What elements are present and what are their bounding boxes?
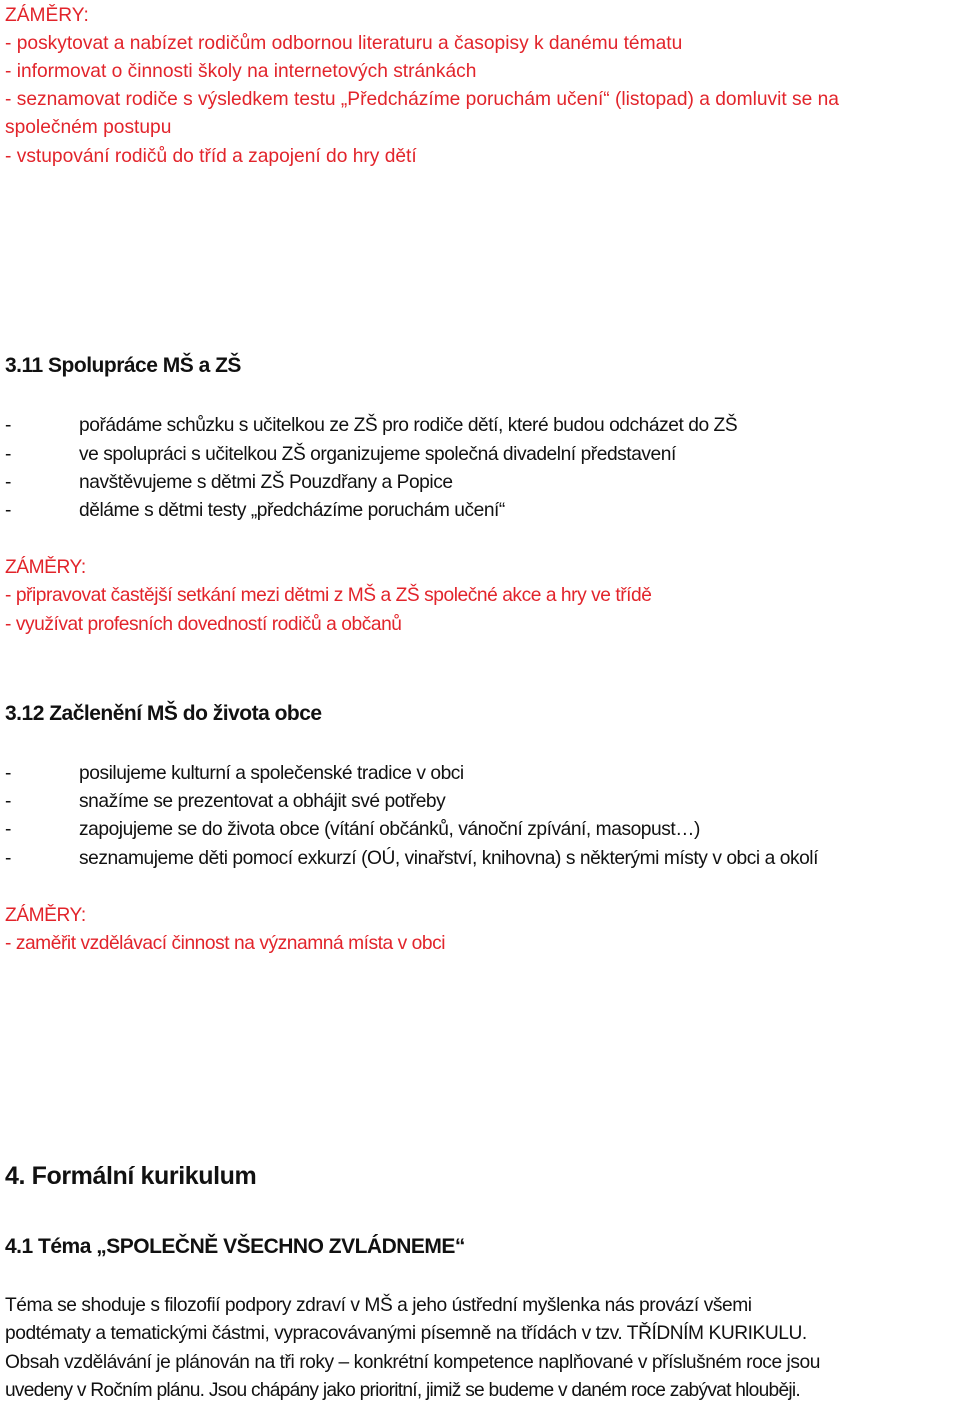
list-item-text: děláme s dětmi testy „předcházíme poruchám učení“ [79,500,505,521]
zamery-line-1: - poskytovat a nabízet rodičům odbornou literaturu a časopisy k danému tématu [5,33,683,54]
zamery-line-8: - zaměřit vzdělávací činnost na významná místa v obci [5,933,446,954]
zamery-line-7: - využívat profesních dovedností rodičů a občanů [5,614,402,635]
list-item-text: seznamujeme děti pomocí exkurzí (OÚ, vinařství, knihovna) s některými místy v obci a okolí [79,848,819,869]
paragraph-line-1: Téma se shoduje s filozofií podpory zdraví v MŠ a jeho ústřední myšlenka nás provází všemi [5,1295,752,1316]
list-item-text: pořádáme schůzku s učitelkou ze ZŠ pro rodiče dětí, které budou odcházet do ZŠ [79,415,738,436]
section-3-11-title: 3.11 Spolupráce MŠ a ZŠ [5,354,241,377]
list-item-text: zapojujeme se do života obce (vítání občánků, vánoční zpívání, masopust…) [79,819,700,840]
zamery-line-2: - informovat o činnosti školy na internetových stránkách [5,61,477,82]
list-item-text: snažíme se prezentovat a obhájit své potřeby [79,791,446,812]
zamery-heading-2: ZÁMĚRY: [5,557,86,578]
zamery-heading-3: ZÁMĚRY: [5,905,86,926]
list-item-text: posilujeme kulturní a společenské tradice v obci [79,763,464,784]
section-4-title: 4. Formální kurikulum [5,1162,257,1190]
paragraph-line-4: uvedeny v Ročním plánu. Jsou chápány jako prioritní, jimiž se budeme v daném roce zabývat hlouběji. [5,1380,800,1401]
zamery-line-5: - vstupování rodičů do tříd a zapojení do hry dětí [5,146,417,167]
zamery-heading-1: ZÁMĚRY: [5,5,89,26]
zamery-line-3: - seznamovat rodiče s výsledkem testu „Předcházíme poruchám učení“ (listopad) a domluvit se na [5,89,839,110]
section-4-1-title: 4.1 Téma „SPOLEČNĚ VŠECHNO ZVLÁDNEME“ [5,1235,465,1258]
zamery-line-4: společném postupu [5,117,172,138]
list-item-text: ve spolupráci s učitelkou ZŠ organizujeme společná divadelní představení [79,444,676,465]
list-item-text: navštěvujeme s dětmi ZŠ Pouzdřany a Popice [79,472,453,493]
zamery-line-6: - připravovat častější setkání mezi dětmi z MŠ a ZŠ společné akce a hry ve třídě [5,585,652,606]
section-3-12-title: 3.12 Začlenění MŠ do života obce [5,702,322,725]
paragraph-line-2: podtématy a tematickými částmi, vypracovávanými písemně na třídách v tzv. TŘÍDNÍM KURIKULU. [5,1323,807,1344]
paragraph-line-3: Obsah vzdělávání je plánován na tři roky – konkrétní kompetence naplňované v příslušném roce jsou [5,1352,820,1373]
